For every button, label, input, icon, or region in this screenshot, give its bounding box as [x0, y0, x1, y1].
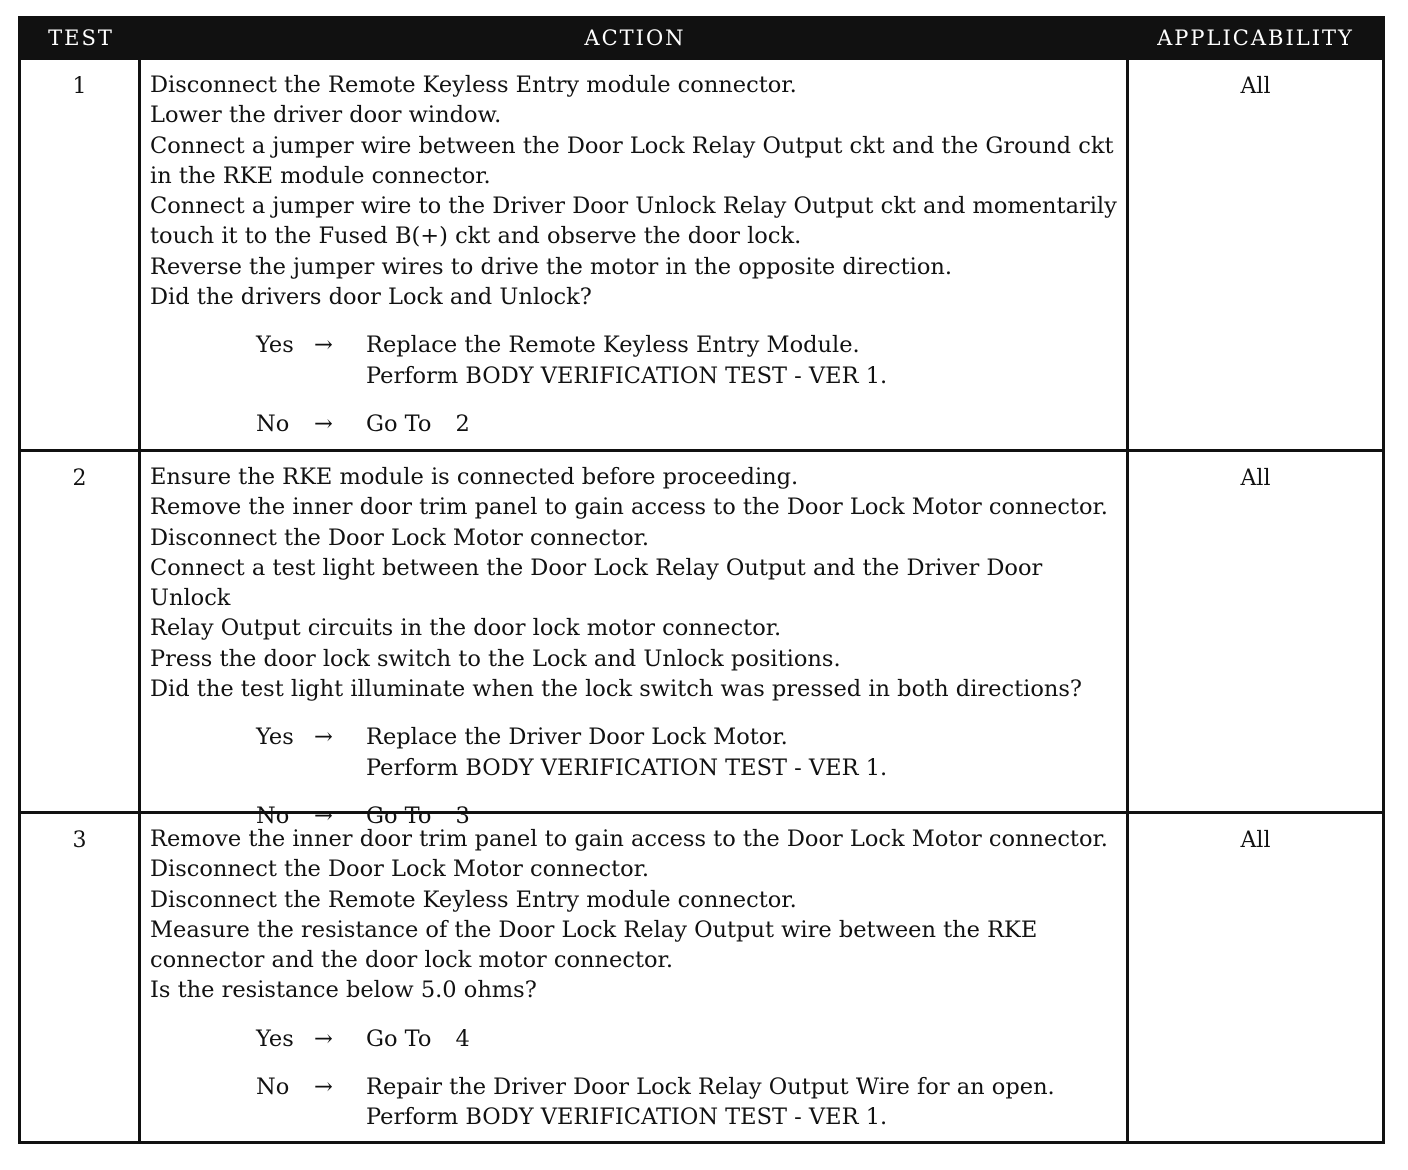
answer-line: Repair the Driver Door Lock Relay Output Wire for an open. — [366, 1074, 1055, 1101]
arrow-icon: → — [314, 1025, 333, 1052]
goto-link[interactable] — [366, 409, 470, 439]
answer-line: Replace the Remote Keyless Entry Module. — [366, 332, 860, 359]
step-text: Did the drivers door Lock and Unlock? — [150, 284, 592, 311]
goto-number: 3 — [455, 802, 470, 829]
step-text: Did the test light illuminate when the lock switch was pressed in both directions? — [150, 676, 1082, 703]
step-text: Remove the inner door trim panel to gain access to the Door Lock Motor connector. — [150, 494, 1108, 521]
goto-number: 4 — [455, 1025, 470, 1052]
step-text: touch it to the Fused B(+) ckt and observe the door lock. — [150, 223, 802, 250]
answer-line: Perform BODY VERIFICATION TEST - VER 1. — [366, 362, 888, 389]
table-row — [21, 57, 1382, 449]
answer-line: Replace the Driver Door Lock Motor. — [366, 724, 788, 751]
header-test: TEST — [48, 26, 114, 50]
step-text: Lower the driver door window. — [150, 102, 502, 129]
goto-text: Go To — [366, 410, 432, 437]
arrow-icon: → — [314, 802, 333, 829]
answer-label: Yes — [256, 332, 294, 359]
answer-label: Yes — [256, 1025, 294, 1052]
test-number: 2 — [21, 452, 141, 811]
step-text: in the RKE module connector. — [150, 162, 491, 189]
answer-yes — [256, 330, 1118, 391]
step-text: Disconnect the Door Lock Motor connector. — [150, 524, 650, 551]
goto-link[interactable] — [366, 1024, 470, 1054]
header-applicability: APPLICABILITY — [1157, 26, 1354, 50]
answer-label: Yes — [256, 724, 294, 751]
step-text: connector and the door lock motor connector. — [150, 947, 673, 974]
step-text: Press the door lock switch to the Lock and Unlock positions. — [150, 645, 841, 672]
answers — [256, 330, 1118, 439]
step-text: Connect a jumper wire between the Door Lock Relay Output ckt and the Ground ckt — [150, 132, 1114, 159]
test-number: 1 — [21, 60, 141, 449]
step-text: Is the resistance below 5.0 ohms? — [150, 977, 537, 1004]
step-text: Relay Output circuits in the door lock motor connector. — [150, 615, 782, 642]
action-cell — [141, 814, 1129, 1144]
table-row — [21, 449, 1382, 829]
goto-text: Go To — [366, 1025, 432, 1052]
arrow-icon: → — [314, 410, 333, 437]
answer-yes — [256, 722, 1118, 783]
applicability-cell: All — [1240, 74, 1271, 99]
step-text: Connect a jumper wire to the Driver Door Unlock Relay Output ckt and momentarily — [150, 193, 1117, 220]
goto-number: 2 — [455, 410, 470, 437]
arrow-icon: → — [314, 1074, 333, 1101]
answer-body — [366, 722, 887, 783]
header-action: ACTION — [584, 26, 686, 50]
applicability-cell: All — [1240, 828, 1271, 853]
answer-body — [366, 330, 887, 391]
answer-label: No — [256, 1074, 290, 1101]
answer-label: No — [256, 410, 290, 437]
answer-body — [366, 1072, 1055, 1133]
step-text: Disconnect the Remote Keyless Entry module connector. — [150, 72, 797, 98]
applicability-cell: All — [1240, 466, 1271, 491]
action-cell — [141, 452, 1129, 829]
answer-label: No — [256, 802, 290, 829]
arrow-icon: → — [314, 332, 333, 359]
step-text: Ensure the RKE module is connected before proceeding. — [150, 464, 799, 490]
table-row — [21, 811, 1382, 1144]
step-text: Disconnect the Remote Keyless Entry module connector. — [150, 886, 797, 913]
step-text: Measure the resistance of the Door Lock Relay Output wire between the RKE — [150, 916, 1038, 943]
goto-text: Go To — [366, 802, 432, 829]
answers — [256, 1024, 1118, 1133]
step-text: Reverse the jumper wires to drive the motor in the opposite direction. — [150, 253, 953, 280]
answer-line: Perform BODY VERIFICATION TEST - VER 1. — [366, 1104, 888, 1131]
step-text: Disconnect the Door Lock Motor connector. — [150, 856, 650, 883]
step-text: Connect a test light between the Door Lock Relay Output and the Driver Door Unlock — [150, 554, 1043, 612]
arrow-icon: → — [314, 724, 333, 751]
answer-no — [256, 409, 1118, 439]
test-number: 3 — [21, 814, 141, 1144]
answer-yes — [256, 1024, 1118, 1054]
action-cell — [141, 60, 1129, 449]
table-header — [21, 19, 1382, 57]
answer-line: Perform BODY VERIFICATION TEST - VER 1. — [366, 754, 888, 781]
answer-no — [256, 1072, 1118, 1133]
diagnostic-table — [18, 16, 1385, 1144]
step-text: Remove the inner door trim panel to gain access to the Door Lock Motor connector. — [150, 826, 1108, 852]
